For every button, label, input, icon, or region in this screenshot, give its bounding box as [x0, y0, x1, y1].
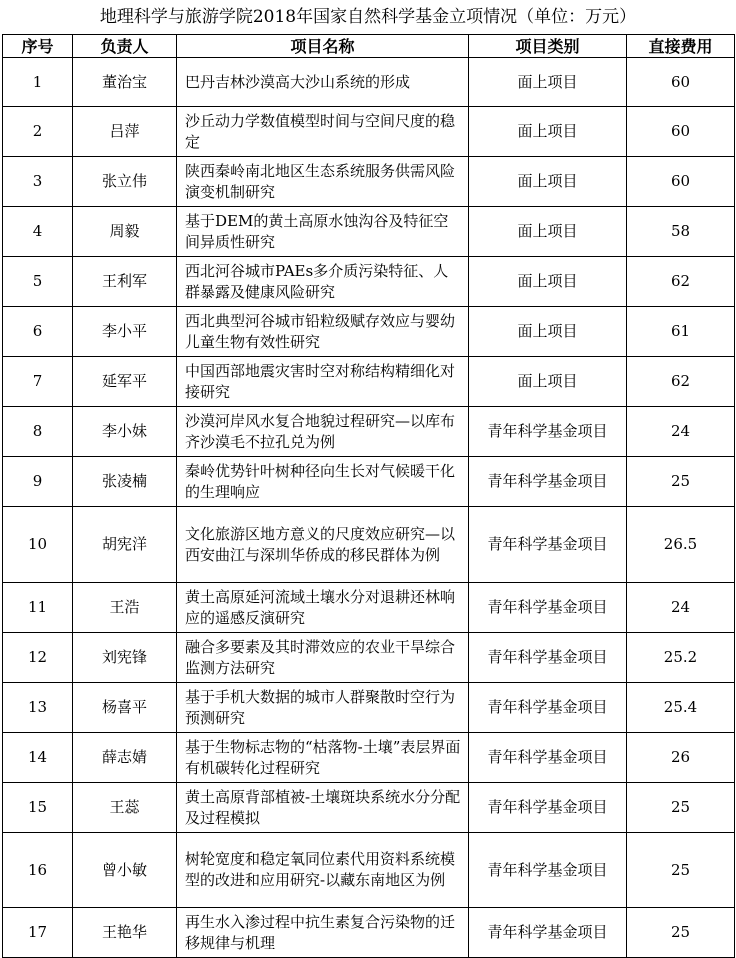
row-project-type: 青年科学基金项目	[469, 633, 627, 683]
row-leader: 王利军	[73, 257, 177, 307]
row-no: 5	[3, 257, 73, 307]
row-project-type: 青年科学基金项目	[469, 783, 627, 833]
row-leader: 胡宪洋	[73, 507, 177, 583]
row-project-name: 文化旅游区地方意义的尺度效应研究—以西安曲江与深圳华侨成的移民群体为例	[177, 507, 469, 583]
row-direct-cost: 62	[627, 257, 735, 307]
row-leader: 张凌楠	[73, 457, 177, 507]
row-project-type: 面上项目	[469, 257, 627, 307]
row-project-type: 青年科学基金项目	[469, 407, 627, 457]
page-title: 地理科学与旅游学院2018年国家自然科学基金立项情况（单位：万元）	[99, 7, 637, 27]
row-project-name: 基于手机大数据的城市人群聚散时空行为预测研究	[177, 683, 469, 733]
row-project-name: 秦岭优势针叶树种径向生长对气候暖干化的生理响应	[177, 457, 469, 507]
row-project-name: 黄土高原延河流域土壤水分对退耕还林响应的遥感反演研究	[177, 583, 469, 633]
row-direct-cost: 24	[627, 407, 735, 457]
table-row	[3, 783, 735, 833]
row-project-type: 青年科学基金项目	[469, 908, 627, 958]
table-row	[3, 633, 735, 683]
row-leader: 杨喜平	[73, 683, 177, 733]
row-leader: 李小妹	[73, 407, 177, 457]
row-no: 8	[3, 407, 73, 457]
table-row	[3, 307, 735, 357]
funding-table	[2, 34, 735, 958]
row-project-type: 面上项目	[469, 357, 627, 407]
row-project-type: 青年科学基金项目	[469, 733, 627, 783]
header-leader: 负责人	[73, 35, 177, 58]
row-leader: 延军平	[73, 357, 177, 407]
row-project-type: 面上项目	[469, 207, 627, 257]
row-project-type: 面上项目	[469, 107, 627, 157]
row-project-type: 面上项目	[469, 157, 627, 207]
row-no: 14	[3, 733, 73, 783]
row-no: 3	[3, 157, 73, 207]
table-row	[3, 157, 735, 207]
header-project-type: 项目类别	[469, 35, 627, 58]
row-leader: 王浩	[73, 583, 177, 633]
row-leader: 刘宪锋	[73, 633, 177, 683]
row-project-name: 西北河谷城市PAEs多介质污染特征、人群暴露及健康风险研究	[177, 257, 469, 307]
header-no: 序号	[3, 35, 73, 58]
row-no: 15	[3, 783, 73, 833]
row-direct-cost: 62	[627, 357, 735, 407]
table-row	[3, 833, 735, 908]
row-direct-cost: 25	[627, 457, 735, 507]
row-direct-cost: 26.5	[627, 507, 735, 583]
table-row	[3, 357, 735, 407]
row-no: 6	[3, 307, 73, 357]
row-direct-cost: 26	[627, 733, 735, 783]
header-row	[3, 35, 735, 58]
row-direct-cost: 25	[627, 833, 735, 908]
row-no: 4	[3, 207, 73, 257]
row-project-type: 青年科学基金项目	[469, 507, 627, 583]
table-row	[3, 207, 735, 257]
row-leader: 张立伟	[73, 157, 177, 207]
table-row	[3, 407, 735, 457]
table-row	[3, 583, 735, 633]
row-direct-cost: 24	[627, 583, 735, 633]
row-leader: 李小平	[73, 307, 177, 357]
row-leader: 吕萍	[73, 107, 177, 157]
row-leader: 王艳华	[73, 908, 177, 958]
table-row	[3, 733, 735, 783]
row-no: 17	[3, 908, 73, 958]
row-project-type: 青年科学基金项目	[469, 833, 627, 908]
row-no: 11	[3, 583, 73, 633]
row-direct-cost: 60	[627, 58, 735, 107]
row-direct-cost: 25	[627, 908, 735, 958]
row-no: 7	[3, 357, 73, 407]
table-row	[3, 107, 735, 157]
row-project-name: 融合多要素及其时滞效应的农业干旱综合监测方法研究	[177, 633, 469, 683]
row-direct-cost: 60	[627, 157, 735, 207]
row-no: 9	[3, 457, 73, 507]
row-leader: 周毅	[73, 207, 177, 257]
table-row	[3, 507, 735, 583]
row-leader: 薛志婧	[73, 733, 177, 783]
row-direct-cost: 58	[627, 207, 735, 257]
row-direct-cost: 61	[627, 307, 735, 357]
row-no: 16	[3, 833, 73, 908]
row-project-name: 中国西部地震灾害时空对称结构精细化对接研究	[177, 357, 469, 407]
table-row	[3, 457, 735, 507]
row-no: 13	[3, 683, 73, 733]
row-project-type: 面上项目	[469, 307, 627, 357]
row-no: 10	[3, 507, 73, 583]
row-project-name: 西北典型河谷城市铅粒级赋存效应与婴幼儿童生物有效性研究	[177, 307, 469, 357]
row-project-name: 沙漠河岸风水复合地貌过程研究—以库布齐沙漠毛不拉孔兑为例	[177, 407, 469, 457]
table-row	[3, 908, 735, 958]
row-project-name: 沙丘动力学数值模型时间与空间尺度的稳定	[177, 107, 469, 157]
row-project-name: 再生水入渗过程中抗生素复合污染物的迁移规律与机理	[177, 908, 469, 958]
row-project-name: 陕西秦岭南北地区生态系统服务供需风险演变机制研究	[177, 157, 469, 207]
row-project-name: 黄土高原背部植被-土壤斑块系统水分分配及过程模拟	[177, 783, 469, 833]
row-project-name: 基于DEM的黄土高原水蚀沟谷及特征空间异质性研究	[177, 207, 469, 257]
table-row	[3, 257, 735, 307]
row-project-name: 巴丹吉林沙漠高大沙山系统的形成	[177, 58, 469, 107]
row-direct-cost: 25	[627, 783, 735, 833]
header-project-name: 项目名称	[177, 35, 469, 58]
row-project-name: 树轮宽度和稳定氧同位素代用资料系统模型的改进和应用研究-以藏东南地区为例	[177, 833, 469, 908]
row-no: 2	[3, 107, 73, 157]
row-project-type: 青年科学基金项目	[469, 683, 627, 733]
table-row	[3, 683, 735, 733]
row-no: 12	[3, 633, 73, 683]
row-project-type: 青年科学基金项目	[469, 583, 627, 633]
row-leader: 董治宝	[73, 58, 177, 107]
row-leader: 曾小敏	[73, 833, 177, 908]
row-project-type: 青年科学基金项目	[469, 457, 627, 507]
row-direct-cost: 25.2	[627, 633, 735, 683]
row-direct-cost: 25.4	[627, 683, 735, 733]
row-direct-cost: 60	[627, 107, 735, 157]
row-project-type: 面上项目	[469, 58, 627, 107]
header-direct-cost: 直接费用	[627, 35, 735, 58]
row-project-name: 基于生物标志物的“枯落物-土壤”表层界面有机碳转化过程研究	[177, 733, 469, 783]
table-row	[3, 58, 735, 107]
row-leader: 王蕊	[73, 783, 177, 833]
row-no: 1	[3, 58, 73, 107]
